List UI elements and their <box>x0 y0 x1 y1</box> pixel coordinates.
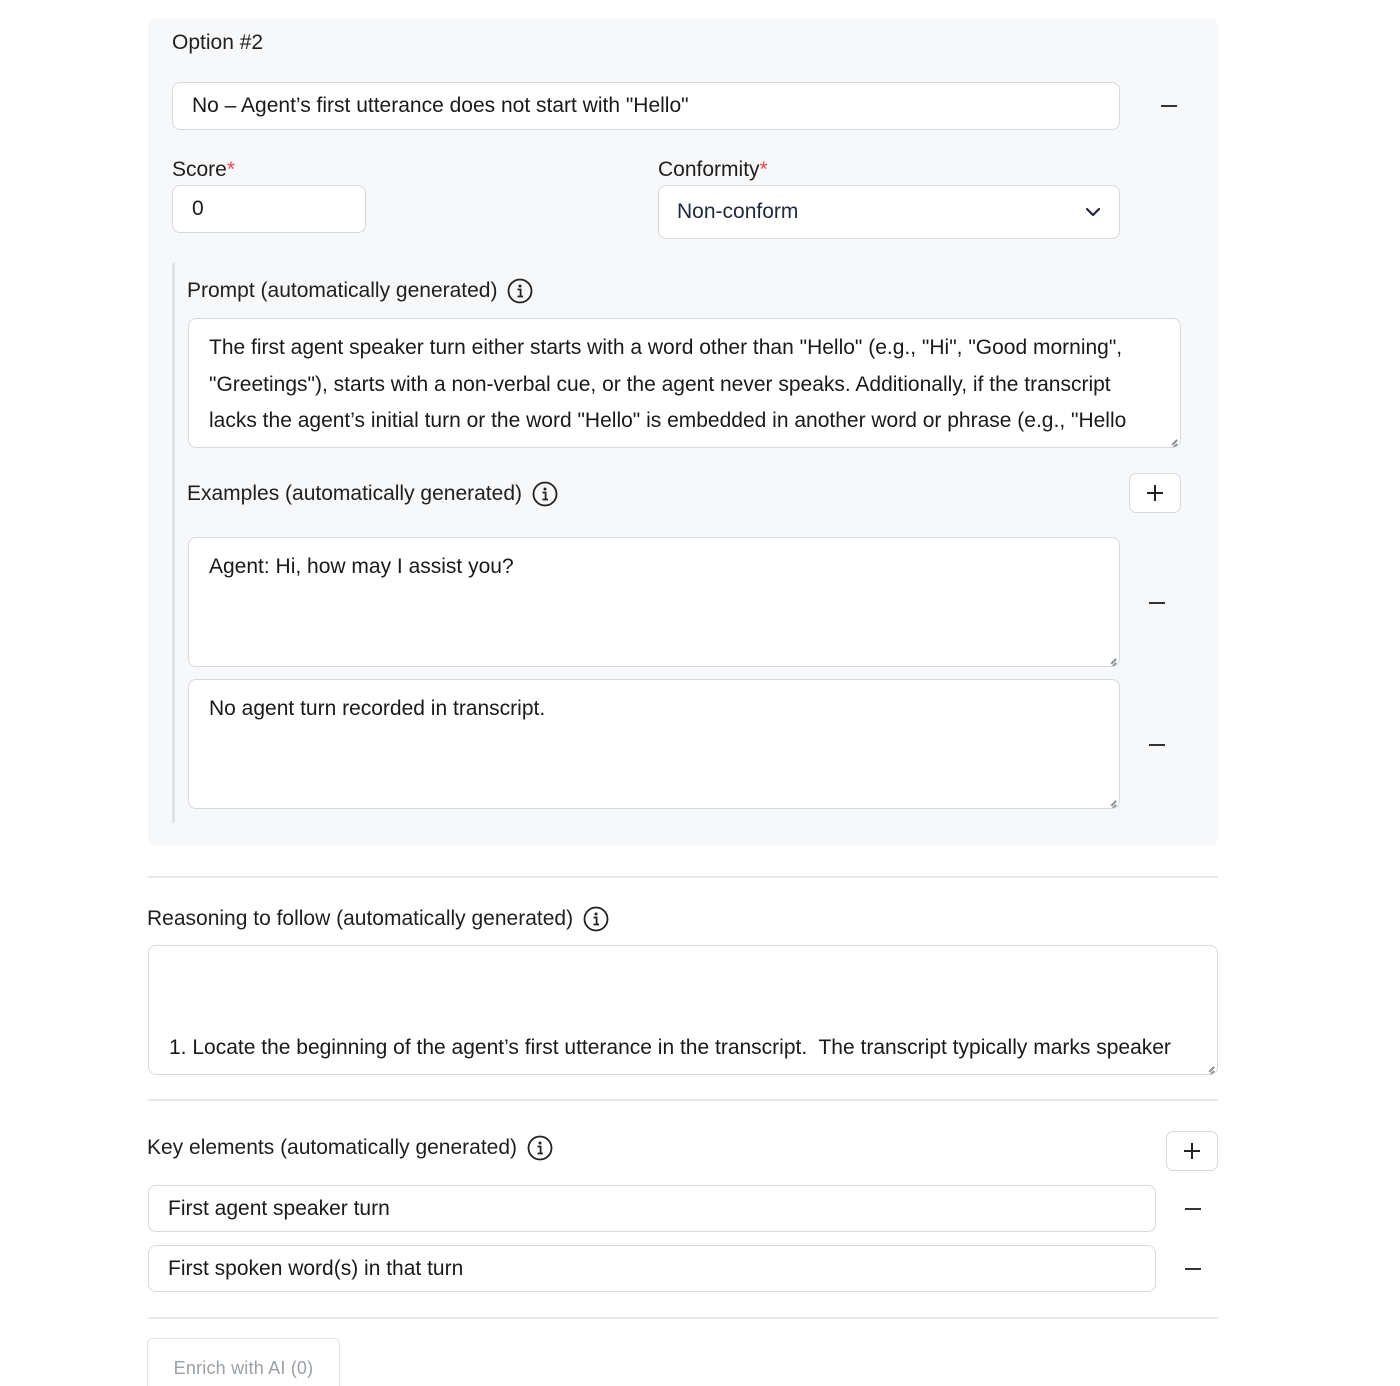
reasoning-text: 1. Locate the beginning of the agent’s first utterance in the transcript. The transcript typically marks speaker <box>169 1036 1171 1059</box>
key-elements-label-text: Key elements (automatically generated) <box>147 1136 518 1159</box>
plus-icon <box>1145 483 1165 503</box>
key-element-input[interactable] <box>148 1185 1156 1232</box>
remove-example-button[interactable] <box>1142 588 1172 618</box>
section-divider <box>148 876 1218 878</box>
remove-key-element-button[interactable] <box>1178 1194 1208 1224</box>
prompt-textarea[interactable] <box>188 318 1181 448</box>
nested-section-bar <box>172 263 175 823</box>
section-divider <box>148 1099 1218 1101</box>
enrich-with-ai-button[interactable]: Enrich with AI (0) <box>147 1338 340 1386</box>
score-label-text: Score <box>172 158 227 181</box>
examples-label <box>187 481 558 507</box>
example-textarea[interactable] <box>188 679 1120 809</box>
add-key-element-button[interactable] <box>1166 1131 1218 1171</box>
resize-handle[interactable] <box>1203 1060 1215 1072</box>
conformity-select[interactable] <box>658 185 1120 239</box>
remove-example-button[interactable] <box>1142 730 1172 760</box>
example-text: Agent: Hi, how may I assist you? <box>209 555 514 578</box>
examples-label-text: Examples (automatically generated) <box>187 482 522 505</box>
section-divider <box>148 1317 1218 1319</box>
score-label <box>172 158 235 182</box>
info-icon[interactable] <box>527 1135 553 1161</box>
reasoning-label <box>147 906 609 932</box>
required-mark: * <box>226 158 236 181</box>
resize-handle[interactable] <box>1166 433 1178 445</box>
minus-icon <box>1185 1208 1201 1210</box>
key-element-input[interactable] <box>148 1245 1156 1292</box>
info-icon[interactable] <box>532 481 558 507</box>
plus-icon <box>1182 1141 1202 1161</box>
conformity-label-text: Conformity <box>658 158 760 181</box>
key-elements-label <box>147 1135 553 1161</box>
minus-icon <box>1149 744 1165 746</box>
resize-handle[interactable] <box>1105 794 1117 806</box>
reasoning-label-text: Reasoning to follow (automatically generated) <box>147 907 574 930</box>
remove-key-element-button[interactable] <box>1178 1254 1208 1284</box>
required-mark: * <box>759 158 768 181</box>
add-example-button[interactable] <box>1129 473 1181 513</box>
info-icon[interactable] <box>507 278 533 304</box>
info-icon[interactable] <box>583 906 609 932</box>
remove-option-button[interactable] <box>1154 91 1184 121</box>
prompt-label <box>187 278 533 304</box>
example-text: No agent turn recorded in transcript. <box>209 697 546 720</box>
chevron-down-icon <box>1084 204 1102 220</box>
minus-icon <box>1161 105 1177 107</box>
resize-handle[interactable] <box>1105 652 1117 664</box>
option-answer-input[interactable] <box>172 82 1120 130</box>
minus-icon <box>1185 1268 1201 1270</box>
prompt-text: The first agent speaker turn either starts with a word other than "Hello" (e.g., "Hi", "Good morning", "Greetings"), starts with a non-verbal cue, or the agent never speaks. Additionally, if the transcript lacks the agent’s initial turn or the word "Hello" is embedded in another word or phrase (e.g., "Hello <box>209 336 1127 432</box>
score-input[interactable] <box>172 185 366 233</box>
conformity-select-value: Non-conform <box>677 200 799 223</box>
prompt-label-text: Prompt (automatically generated) <box>187 279 498 302</box>
conformity-label <box>658 158 768 182</box>
minus-icon <box>1149 602 1165 604</box>
option-title: Option #2 <box>172 31 264 54</box>
example-textarea[interactable] <box>188 537 1120 667</box>
reasoning-textarea[interactable] <box>148 945 1218 1075</box>
